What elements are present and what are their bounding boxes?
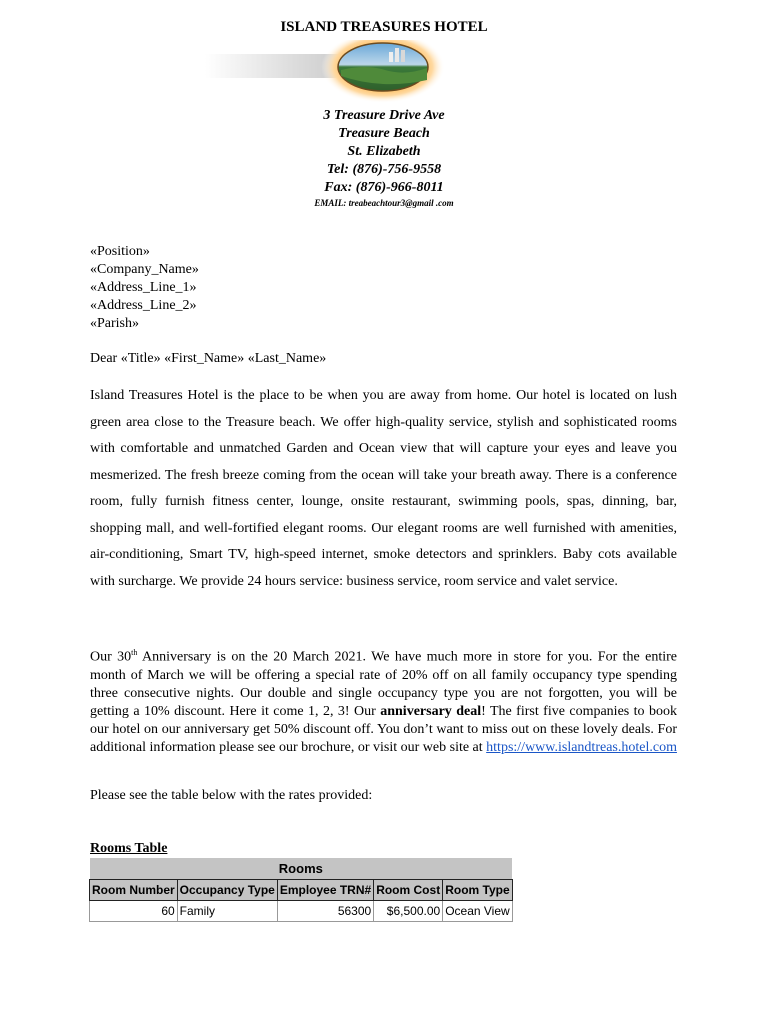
table-cell: $6,500.00 (374, 901, 443, 922)
table-caption: Rooms (90, 858, 513, 880)
table-cell: 60 (90, 901, 178, 922)
hotel-name: ISLAND TREASURES HOTEL (280, 19, 488, 35)
recipient-block (90, 243, 199, 333)
hotel-address (0, 107, 768, 209)
recipient-line: «Position» (90, 244, 150, 259)
column-header: Room Number (90, 880, 178, 901)
table-cell: Family (177, 901, 277, 922)
intro-paragraph: Island Treasures Hotel is the place to be when you are away from home. Our hotel is located on lush green area close to the Treasure beach. We offer high-quality service, stylish and sophisticated rooms with comfortable and unmatched Garden and Ocean view that will capture your eyes and leave you mesmerized. The fresh breeze coming from the ocean will take your breath away. There is a conference room, fully furnish fitness center, lounge, onsite restaurant, swimming pools, spas, dinning, bar, shopping mall, and well-fortified elegant rooms. Our elegant rooms are well furnished with amenities, air-conditioning, Smart TV, high-speed internet, smoke detectors and sprinklers. Baby cots available with surcharge. We provide 24 hours service: business service, room service and valet service. (90, 388, 677, 589)
telephone: Tel: (876)-756-9558 (326, 162, 442, 177)
greeting: Dear «Title» «First_Name» «Last_Name» (90, 351, 327, 366)
recipient-line: «Address_Line_2» (90, 298, 197, 313)
fax: Fax: (876)-966-8011 (324, 180, 444, 195)
address-line: Treasure Beach (338, 126, 430, 141)
anniversary-paragraph: Our 30th Anniversary is on the 20 March 2021. We have much more in store for you. For the entire month of March we will be offering a special rate of 20% off on all family occupancy type spending three consecutive nights. Our double and single occupancy type you are not forgotten, you will be getting a 10% discount. Here it come 1, 2, 3! Our anniversary deal! The first five companies to book our hotel on our anniversary get 50% discount off. You don’t want to miss out on these lovely deals. For additional information please see our brochure, or visit our web site at https://www.islandtreas.hotel.com (90, 648, 677, 755)
recipient-line: «Parish» (90, 316, 139, 331)
table-row (90, 901, 513, 922)
column-header: Room Type (443, 880, 512, 901)
column-header: Room Cost (374, 880, 443, 901)
rooms-table (89, 858, 513, 922)
rates-intro: Please see the table below with the rates provided: (90, 788, 373, 803)
recipient-line: «Company_Name» (90, 262, 199, 277)
rooms-table-title: Rooms Table (90, 841, 168, 856)
column-header: Occupancy Type (177, 880, 277, 901)
address-line: 3 Treasure Drive Ave (323, 108, 445, 123)
table-cell: 56300 (277, 901, 373, 922)
recipient-line: «Address_Line_1» (90, 280, 197, 295)
table-cell: Ocean View (443, 901, 512, 922)
column-header: Employee TRN# (277, 880, 373, 901)
hotel-logo-banner (195, 40, 465, 108)
email: EMAIL: treabeachtour3@gmail .com (314, 198, 454, 208)
address-line: St. Elizabeth (347, 144, 421, 159)
website-link[interactable]: https://www.islandtreas.hotel.com (486, 739, 677, 755)
